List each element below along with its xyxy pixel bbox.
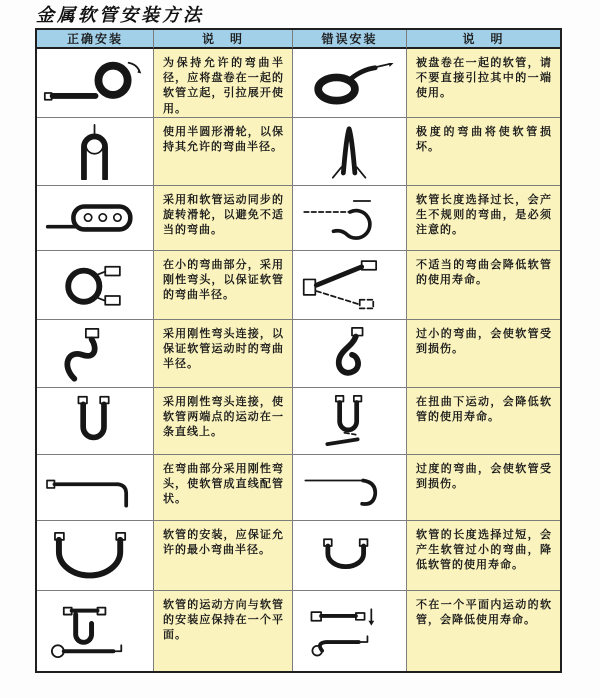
wrong-text-row4: 不适当的弯曲会降低软管的使用寿命。 <box>407 251 560 320</box>
too-small-bend-hook-icon <box>296 325 402 383</box>
wrong-image-row3 <box>293 186 407 251</box>
header-explanation-1: 说 明 <box>154 30 293 49</box>
correct-image-row3 <box>37 186 154 251</box>
single-plane-routing-icon <box>40 597 149 666</box>
wrong-image-row5 <box>293 320 407 388</box>
correct-text-row3: 采用和软管运动同步的旋转滑轮，以避免不适当的弯曲。 <box>154 186 293 251</box>
wrong-text-row6: 在扭曲下运动，会降低软管的使用寿命。 <box>407 388 560 455</box>
improper-swing-bend-icon <box>296 256 402 314</box>
correct-image-row9 <box>37 591 154 671</box>
correct-text-row1: 为保持允许的弯曲半径，应将盘卷在一起的软管立起，引拉展开使用。 <box>154 49 293 118</box>
header-explanation-2: 说 明 <box>407 30 560 49</box>
over-bent-end-icon <box>296 460 402 516</box>
installation-table <box>35 28 562 673</box>
wrong-image-row4 <box>293 251 407 320</box>
correct-text-row6: 采用刚性弯头连接，使软管两端点的运动在一条直线上。 <box>154 388 293 455</box>
wrong-text-row5: 过小的弯曲，会使软管受到损伤。 <box>407 320 560 388</box>
wrong-image-row2 <box>293 118 407 186</box>
correct-image-row2 <box>37 118 154 186</box>
hose-over-semicircular-pulley-icon <box>40 123 149 181</box>
wrong-text-row9: 不在一个平面内运动的软管，会降低使用寿命。 <box>407 591 560 671</box>
out-of-plane-motion-icon <box>296 597 402 666</box>
wrong-image-row9 <box>293 591 407 671</box>
correct-text-row5: 采用刚性弯头连接，以保证软管运动时的弯曲半径。 <box>154 320 293 388</box>
correct-image-row6 <box>37 388 154 455</box>
minimum-bend-radius-u-icon <box>40 526 149 585</box>
extreme-sharp-bend-icon <box>296 123 402 181</box>
coil-pulled-by-one-end-icon <box>296 54 402 112</box>
too-short-hose-tight-u-icon <box>296 526 402 585</box>
correct-image-row1 <box>37 49 154 118</box>
coiled-hose-upright-unroll-icon <box>40 54 149 112</box>
correct-text-row8: 软管的安装，应保证允许的最小弯曲半径。 <box>154 521 293 591</box>
rigid-elbow-u-inline-motion-icon <box>40 393 149 450</box>
correct-image-row5 <box>37 320 154 388</box>
correct-text-row7: 在弯曲部分采用刚性弯头，使软管成直线配管状。 <box>154 455 293 521</box>
rigid-elbow-s-curve-icon <box>40 325 149 383</box>
twisted-u-motion-icon <box>296 393 402 450</box>
wrong-image-row7 <box>293 455 407 521</box>
wrong-text-row1: 被盘卷在一起的软管，请不要直接引拉其中的一端使用。 <box>407 49 560 118</box>
rigid-elbow-straight-run-icon <box>40 460 149 516</box>
header-wrong-install: 错误安装 <box>293 30 407 49</box>
synchronized-rotating-pulley-track-icon <box>40 190 149 245</box>
page-title: 金属软管安装方法 <box>36 5 204 26</box>
correct-image-row4 <box>37 251 154 320</box>
wrong-text-row8: 软管的长度选择过短，会产生软管过小的弯曲，降低软管的使用寿命。 <box>407 521 560 591</box>
wrong-text-row7: 过度的弯曲，会使软管受到损伤。 <box>407 455 560 521</box>
wrong-image-row6 <box>293 388 407 455</box>
wrong-image-row1 <box>293 49 407 118</box>
correct-text-row4: 在小的弯曲部分，采用刚性弯头，以保证软管的弯曲半径。 <box>154 251 293 320</box>
wrong-text-row2: 极度的弯曲将使软管损坏。 <box>407 118 560 186</box>
overlong-hose-irregular-loop-icon <box>296 190 402 245</box>
correct-text-row2: 使用半圆形滑轮，以保持其允许的弯曲半径。 <box>154 118 293 186</box>
header-correct-install: 正确安装 <box>37 30 154 49</box>
correct-image-row8 <box>37 521 154 591</box>
rigid-elbow-small-bend-loop-icon <box>40 256 149 314</box>
correct-text-row9: 软管的运动方向与软管的安装应保持在一个平面。 <box>154 591 293 671</box>
wrong-text-row3: 软管长度选择过长，会产生不规则的弯曲，是必须注意的。 <box>407 186 560 251</box>
wrong-image-row8 <box>293 521 407 591</box>
correct-image-row7 <box>37 455 154 521</box>
